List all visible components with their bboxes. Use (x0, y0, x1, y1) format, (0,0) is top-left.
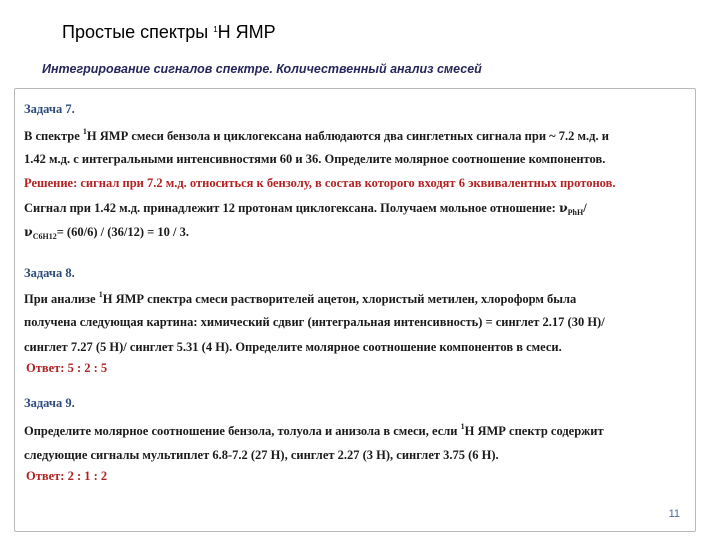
task-7-solution-3: $\nu_{C6H12}= (60/6) / (36/12) = 10 / 3$. (24, 224, 189, 241)
task-9-heading: Задача 9. (24, 396, 75, 410)
task-7-solution-2: Сигнал при 1.42 м.д. принадлежит 12 протонам циклогексана. Получаем мольное отношение: $\nu_{PhH}/$ (24, 200, 587, 217)
task-8-heading: Задача 8. (24, 266, 75, 280)
task-7-heading: Задача 7. (24, 102, 75, 116)
page-number: 11 (668, 508, 680, 520)
slide-subtitle: Интегрирование сигналов спектре. Количественный анализ смесей (42, 62, 482, 76)
task-8-answer: Ответ: 5 : 2 : 5 (26, 361, 108, 375)
task-8-line-3: синглет 7.27 (5 H)/ синглет 5.31 (4 H). Определите молярное соотношение компонентов в смеси. (24, 340, 562, 354)
task-8-line-2: получена следующая картина: химический сдвиг (интегральная интенсивность) = синглет 2.17 (30 H)/ (24, 315, 605, 329)
slide-title: Простые спектры $^1$Н ЯМР (62, 22, 276, 42)
task-9-line-2: следующие сигналы мультиплет 6.8-7.2 (27 H), синглет 2.27 (3 H), синглет 3.75 (6 H). (24, 448, 499, 462)
task-7-solution-1: Решение: сигнал при 7.2 м.д. относиться к бензолу, в состав которого входят 6 эквивалентных протонов. (24, 176, 616, 190)
task-8-line-1: При анализе $^1$H ЯМР спектра смеси растворителей ацетон, хлористый метилен, хлороформ была (24, 290, 577, 306)
task-7-line-2: 1.42 м.д. с интегральными интенсивностями 60 и 36. Определите молярное соотношение компонентов. (24, 152, 606, 166)
task-9-answer: Ответ: 2 : 1 : 2 (26, 469, 108, 483)
task-9-line-1: Определите молярное соотношение бензола, толуола и анизола в смеси, если $^1$H ЯМР спектр содержит (24, 422, 604, 438)
task-7-line-1: В спектре $^1$H ЯМР смеси бензола и циклогексана наблюдаются два синглетных сигнала при ~ 7.2 м.д. и (24, 127, 609, 143)
